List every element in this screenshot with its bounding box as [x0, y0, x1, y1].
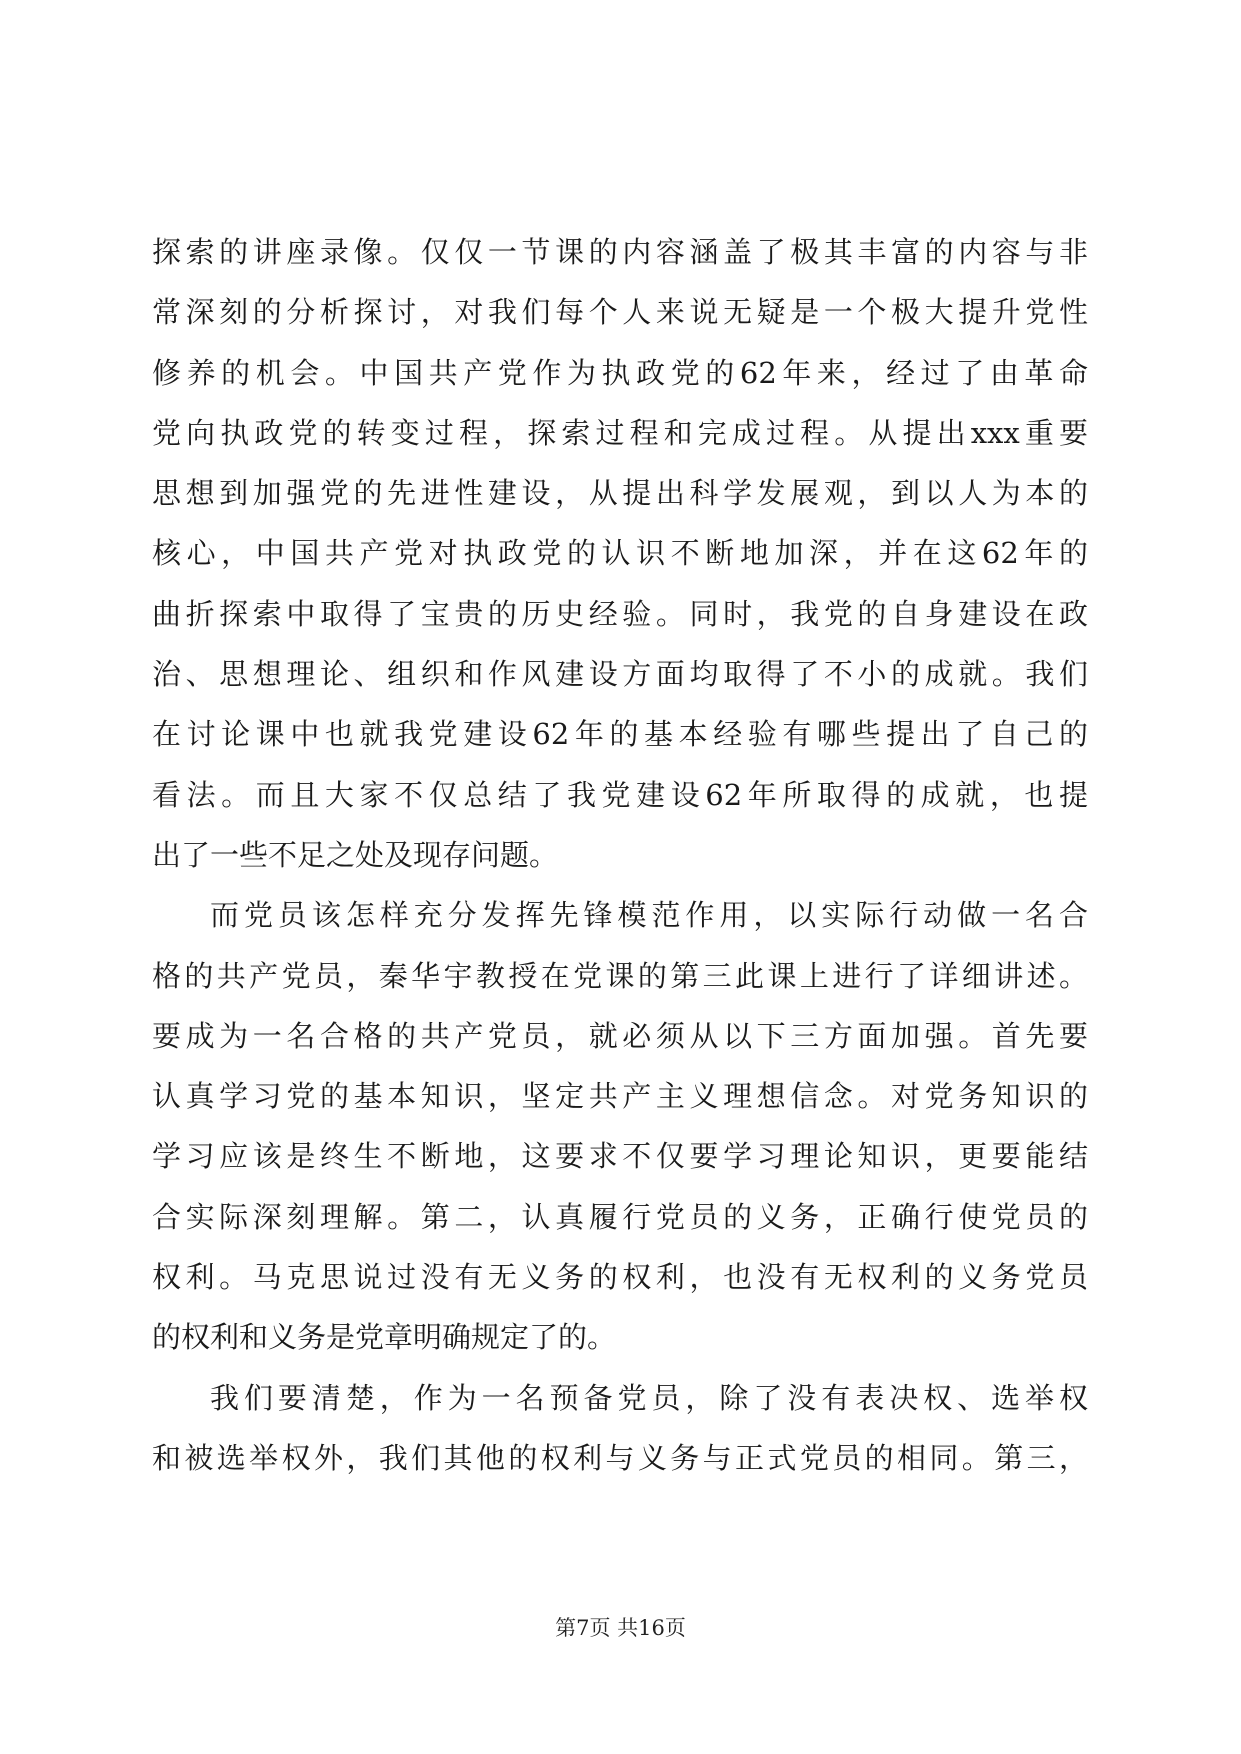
text-line: 常深刻的分析探讨，对我们每个人来说无疑是一个极大提升党性: [152, 295, 1088, 330]
document-body: [152, 222, 1088, 1488]
text-line: 认真学习党的基本知识，坚定共产主义理想信念。对党务知识的: [152, 1079, 1088, 1114]
text-line: 和被选举权外，我们其他的权利与义务与正式党员的相同。第三，: [152, 1440, 1088, 1475]
text-line: 格的共产党员，秦华宇教授在党课的第三此课上进行了详细讲述。: [152, 958, 1088, 993]
page-number-footer: 第7页 共16页: [555, 1616, 686, 1640]
text-line: 的权利和义务是党章明确规定了的。: [152, 1320, 617, 1355]
text-line: 权利。马克思说过没有无义务的权利，也没有无权利的义务党员: [152, 1260, 1088, 1295]
text-line: 合实际深刻理解。第二，认真履行党员的义务，正确行使党员的: [152, 1199, 1088, 1234]
text-line: 核心，中国共产党对执政党的认识不断地加深，并在这62年的: [152, 536, 1088, 571]
text-line: 要成为一名合格的共产党员，就必须从以下三方面加强。首先要: [152, 1018, 1088, 1053]
text-line: 思想到加强党的先进性建设，从提出科学发展观，到以人为本的: [152, 476, 1088, 511]
text-line: 学习应该是终生不断地，这要求不仅要学习理论知识，更要能结: [152, 1139, 1088, 1174]
text-line: 治、思想理论、组织和作风建设方面均取得了不小的成就。我们: [152, 657, 1088, 692]
text-line: 看法。而且大家不仅总结了我党建设62年所取得的成就，也提: [152, 777, 1088, 812]
text-line: 我们要清楚，作为一名预备党员，除了没有表决权、选举权: [210, 1380, 1088, 1415]
paragraph: [152, 222, 1088, 885]
text-line: 而党员该怎样充分发挥先锋模范作用，以实际行动做一名合: [210, 898, 1088, 933]
paragraph: [152, 885, 1088, 1367]
text-line: 出了一些不足之处及现存问题。: [152, 837, 559, 872]
paragraph: [152, 1368, 1088, 1489]
text-line: 探索的讲座录像。仅仅一节课的内容涵盖了极其丰富的内容与非: [152, 235, 1088, 269]
text-line: 修养的机会。中国共产党作为执政党的62年来，经过了由革命: [152, 355, 1088, 390]
text-line: 党向执政党的转变过程，探索过程和完成过程。从提出xxx重要: [152, 415, 1088, 450]
text-line: 在讨论课中也就我党建设62年的基本经验有哪些提出了自己的: [152, 717, 1088, 752]
text-line: 曲折探索中取得了宝贵的历史经验。同时，我党的自身建设在政: [152, 596, 1088, 631]
